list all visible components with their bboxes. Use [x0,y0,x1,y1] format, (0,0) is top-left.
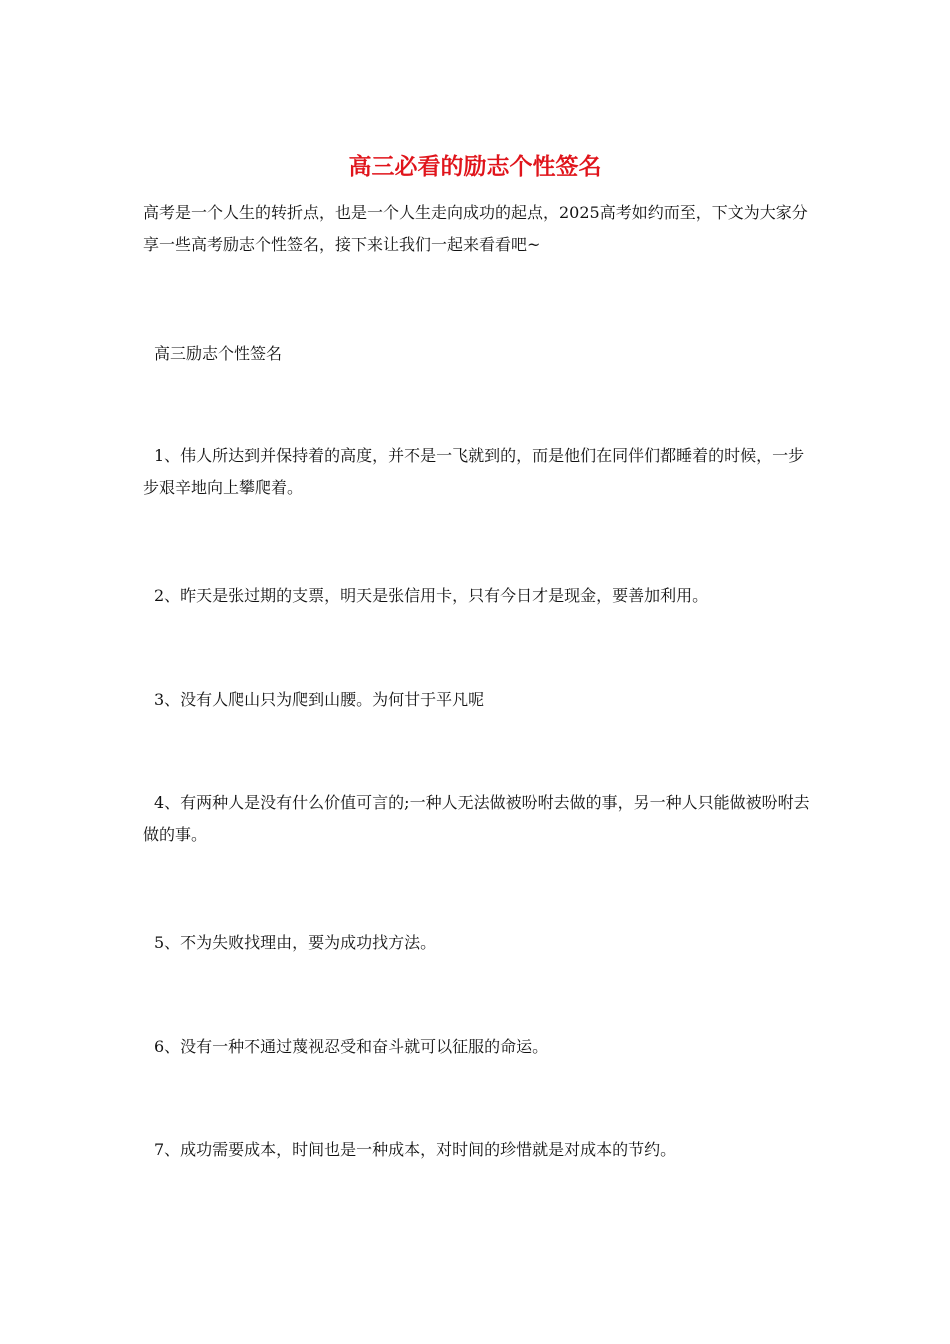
intro-paragraph: 高考是一个人生的转折点，也是一个人生走向成功的起点，2025高考如约而至，下文为大家分享一些高考励志个性签名，接下来让我们一起来看看吧~ [143,203,808,254]
list-item: 4、有两种人是没有什么价值可言的;一种人无法做被吩咐去做的事，另一种人只能做被吩咐去做的事。 [143,793,810,844]
list-item: 7、成功需要成本，时间也是一种成本，对时间的珍惜就是对成本的节约。 [154,1140,677,1159]
section-heading: 高三励志个性签名 [154,344,283,363]
list-item: 6、没有一种不通过蔑视忍受和奋斗就可以征服的命运。 [154,1037,549,1056]
list-item: 2、昨天是张过期的支票，明天是张信用卡，只有今日才是现金，要善加利用。 [154,586,709,605]
list-item: 5、不为失败找理由，要为成功找方法。 [154,933,437,952]
list-item: 3、没有人爬山只为爬到山腰。为何甘于平凡呢 [154,690,485,709]
document-title: 高三必看的励志个性签名 [348,153,602,180]
list-item: 1、伟人所达到并保持着的高度，并不是一飞就到的，而是他们在同伴们都睡着的时候，一步步艰辛地向上攀爬着。 [143,446,805,497]
